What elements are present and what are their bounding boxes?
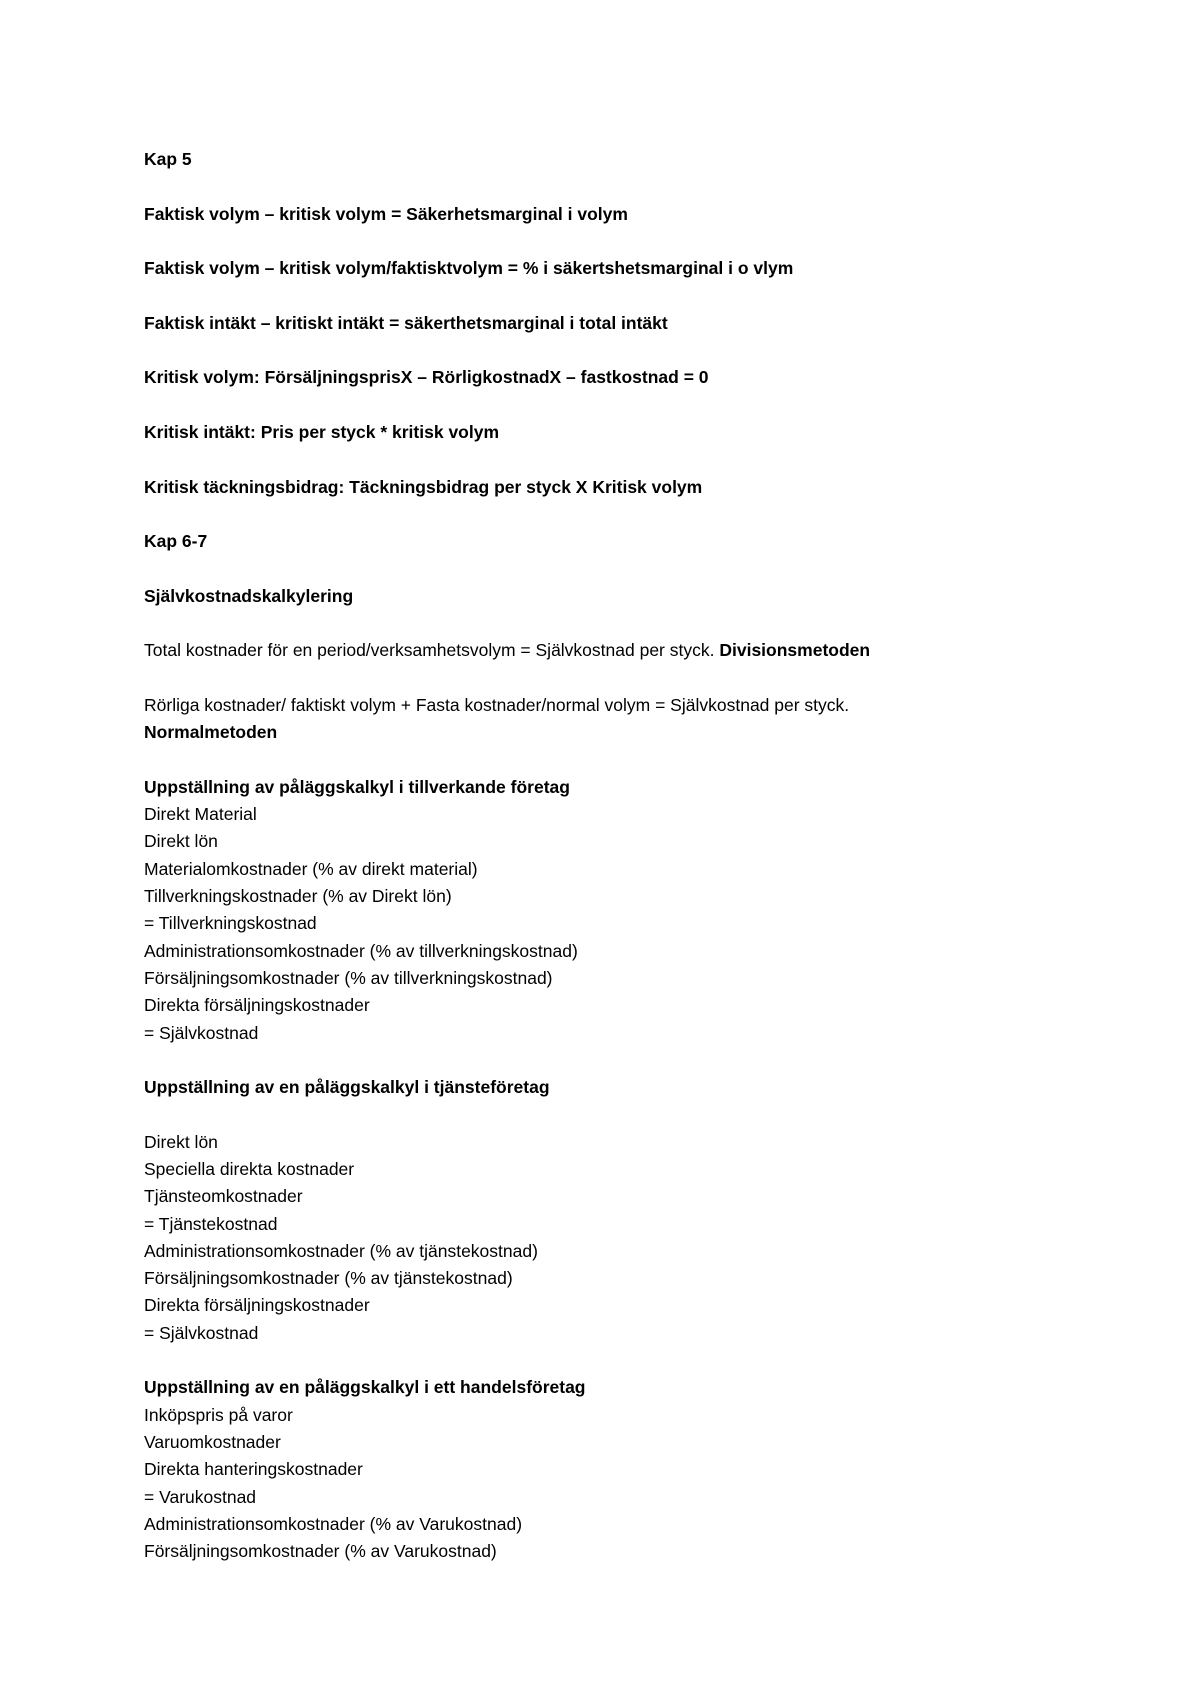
formula-line: Faktisk volym – kritisk volym = Säkerhetsmarginal i volym [144, 203, 628, 224]
list-item: = Varukostnad [144, 1486, 257, 1507]
list-item: = Tillverkningskostnad [144, 913, 317, 934]
list-item: Försäljningsomkostnader (% av tjänstekostnad) [144, 1268, 513, 1289]
list-item: = Tjänstekostnad [144, 1213, 278, 1234]
list-item: Materialomkostnader (% av direkt material) [144, 858, 478, 879]
kap5-heading: Kap 5 [144, 149, 192, 169]
list-item: Direkta försäljningskostnader [144, 995, 370, 1016]
division-method-name: Divisionsmetoden [719, 640, 871, 661]
spacer [144, 337, 1084, 364]
formula-line: Kritisk volym: FörsäljningsprisX – RörligkostnadX – fastkostnad = 0 [144, 367, 709, 388]
normal-method-name: Normalmetoden [144, 722, 278, 743]
normal-method-text: Rörliga kostnader/ faktiskt volym + Fasta kostnader/normal volym = Självkostnad per styck. [144, 694, 850, 715]
list-item: Speciella direkta kostnader [144, 1158, 355, 1179]
section-subheading: Självkostnadskalkylering [144, 585, 354, 606]
list-item: Direkta hanteringskostnader [144, 1459, 363, 1480]
spacer [144, 555, 1084, 582]
list-item: Administrationsomkostnader (% av tjänstekostnad) [144, 1240, 538, 1261]
list-item: Försäljningsomkostnader (% av tillverkningskostnad) [144, 967, 553, 988]
division-method-text: Total kostnader för en period/verksamhetsvolym = Självkostnad per styck. [144, 640, 720, 661]
spacer [144, 1101, 1084, 1128]
spacer [144, 282, 1084, 309]
formula-line: Faktisk intäkt – kritiskt intäkt = säkerthetsmarginal i total intäkt [144, 312, 668, 333]
list-item: = Självkostnad [144, 1022, 259, 1043]
spacer [144, 446, 1084, 473]
spacer [144, 1047, 1084, 1074]
list-item: Direkta försäljningskostnader [144, 1295, 370, 1316]
spacer [144, 610, 1084, 637]
list-item: Varuomkostnader [144, 1431, 281, 1452]
formula-line: Faktisk volym – kritisk volym/faktisktvolym = % i säkertshetsmarginal i o vlym [144, 258, 794, 279]
list-item: Administrationsomkostnader (% av tillverkningskostnad) [144, 940, 578, 961]
tillverkande-title: Uppställning av påläggskalkyl i tillverkande företag [144, 776, 570, 797]
division-method-line [144, 637, 1084, 664]
list-item: Administrationsomkostnader (% av Varukostnad) [144, 1513, 523, 1534]
document-body [144, 146, 1084, 1565]
list-item: Tillverkningskostnader (% av Direkt lön) [144, 886, 452, 907]
list-item: Inköpspris på varor [144, 1404, 293, 1425]
formula-line: Kritisk täckningsbidrag: Täckningsbidrag per styck X Kritisk volym [144, 476, 703, 497]
list-item: Direkt Material [144, 804, 257, 825]
list-item: Försäljningsomkostnader (% av Varukostnad) [144, 1541, 497, 1562]
spacer [144, 747, 1084, 774]
handel-title: Uppställning av en påläggskalkyl i ett handelsföretag [144, 1377, 586, 1398]
list-item: Direkt lön [144, 1131, 218, 1152]
spacer [144, 501, 1084, 528]
spacer [144, 1347, 1084, 1374]
kap67-heading: Kap 6-7 [144, 531, 208, 552]
formula-line: Kritisk intäkt: Pris per styck * kritisk volym [144, 421, 500, 442]
list-item: Tjänsteomkostnader [144, 1186, 303, 1207]
spacer [144, 228, 1084, 255]
spacer [144, 392, 1084, 419]
spacer [144, 173, 1084, 200]
list-item: = Självkostnad [144, 1322, 259, 1343]
spacer [144, 665, 1084, 692]
list-item: Direkt lön [144, 831, 218, 852]
tjanste-title: Uppställning av en påläggskalkyl i tjänsteföretag [144, 1077, 550, 1098]
